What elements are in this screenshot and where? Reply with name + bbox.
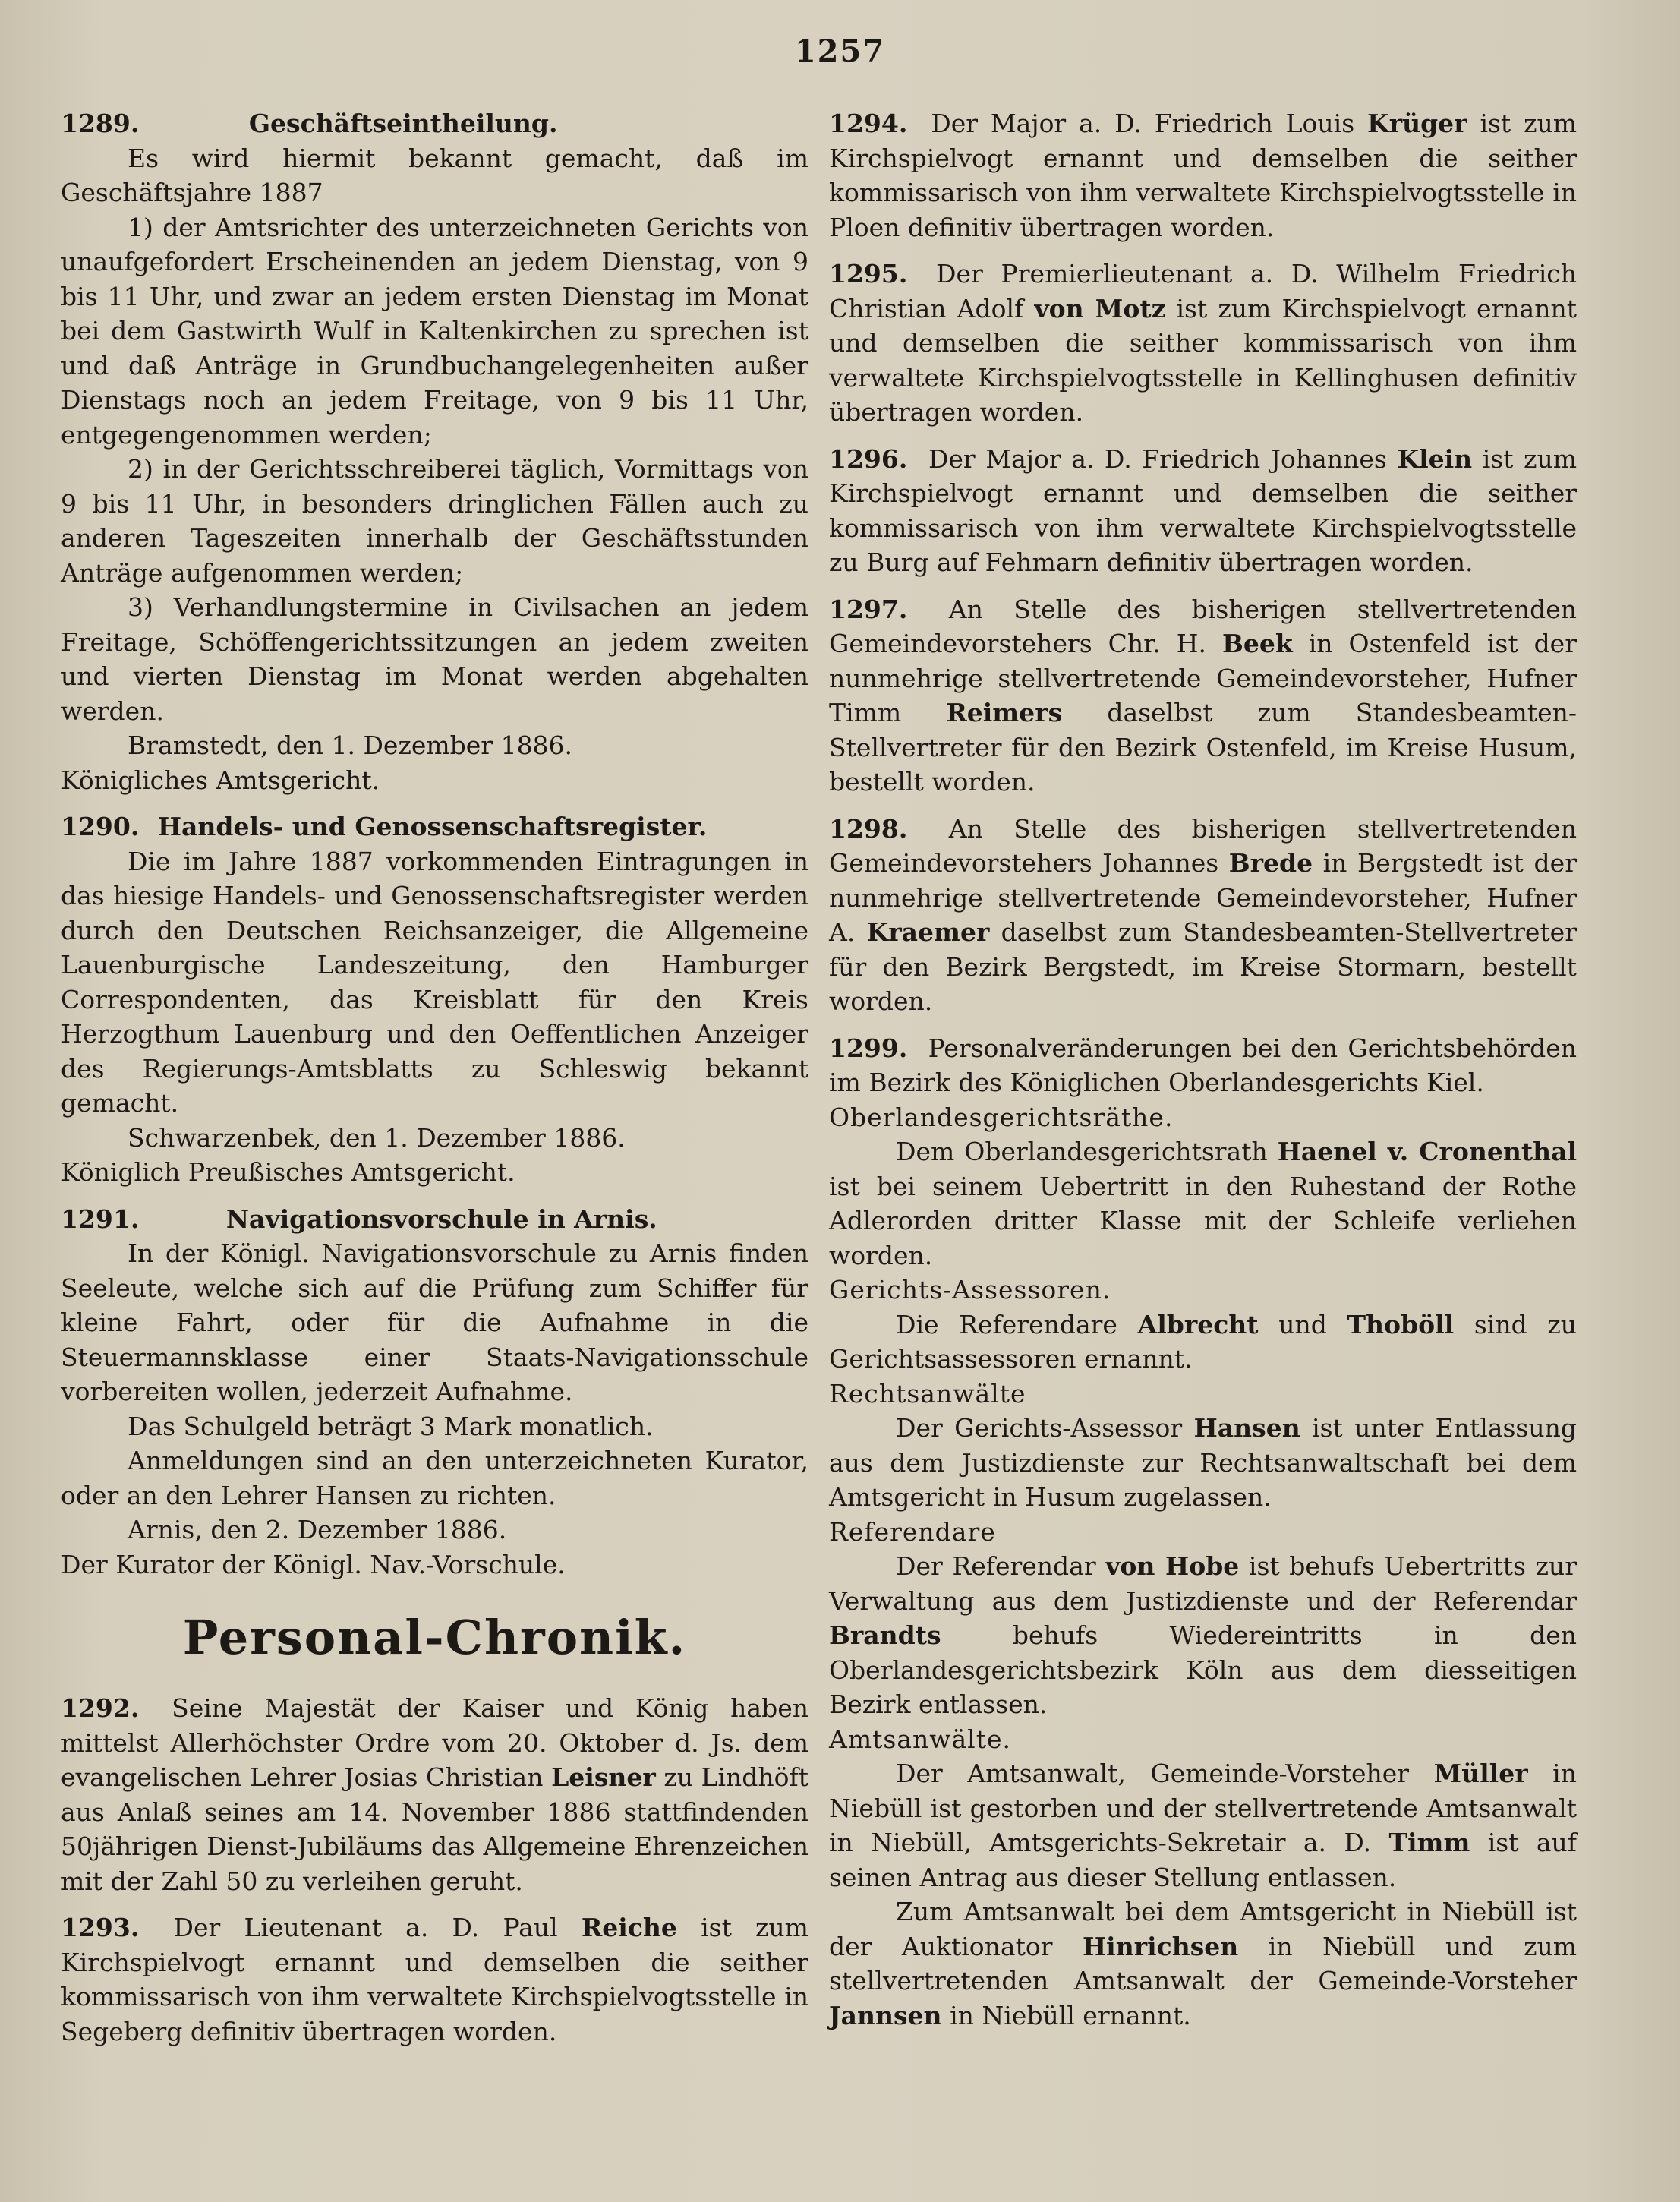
entry-paragraph: Das Schulgeld beträgt 3 Mark monatlich. [128, 1411, 654, 1441]
entry-number: 1296. [829, 443, 908, 474]
entry-paragraph: 2) in der Gerichtsschreiberei täglich, Vormittags von 9 bis 11 Uhr, in besonders dringlichen Fällen auch zu anderen Tageszeiten innerhalb der Geschäftsstunden Anträge aufgenommen werden; [61, 454, 808, 588]
entry-text: Zum Amtsanwalt bei dem Amtsgericht in Niebüll ist der Auktionator [829, 1897, 1577, 1961]
entry-paragraph: 3) Verhandlungstermine in Civilsachen an jedem Freitage, Schöffengerichtssitzungen an jedem zweiten und vierten Dienstag im Monat werden abgehalten werden. [61, 592, 808, 726]
entry-1297 [829, 592, 1577, 800]
entry-headline: Navigationsvorschule in Arnis. [225, 1204, 657, 1234]
person-name: Hinrichsen [1082, 1931, 1239, 1961]
person-name: Timm [1388, 1828, 1470, 1857]
entry-number: 1299. [829, 1033, 908, 1063]
entry-number: 1293. [61, 1913, 140, 1942]
person-name: Brede [1228, 848, 1313, 878]
entry-1294 [829, 106, 1577, 244]
issuing-authority: Königlich Preußisches Amtsgericht. [61, 1157, 515, 1187]
entry-headline: Handels- und Genossenschaftsregister. [157, 812, 708, 841]
entry-1293 [61, 1910, 808, 2049]
entry-number: 1294. [829, 109, 908, 138]
person-name: Leisner [551, 1762, 656, 1792]
entry-number: 1298. [829, 813, 908, 844]
person-name: Haenel v. Cronenthal [1277, 1137, 1577, 1166]
entry-number: 1295. [829, 259, 908, 289]
person-name: Müller [1433, 1759, 1528, 1788]
entry-text: ist unter Entlassung aus dem Justizdienste zur Rechtsanwaltschaft bei dem Amtsgericht in Husum zugelassen. [829, 1413, 1577, 1512]
entry-paragraph: Die im Jahre 1887 vorkommenden Eintragungen in das hiesige Handels- und Genossenschaftsregister werden durch den Deutschen Reichsanzeiger, die Allgemeine Lauenburgische Landeszeitung, den Hamburger Correspondenten, das Kreisblatt für den Kreis Herzogthum Lauenburg und den Oeffentlichen Anzeiger des Regierungs-Amtsblatts zu Schleswig bekannt gemacht. [61, 846, 808, 1118]
entry-text: und [1278, 1309, 1327, 1339]
subsection-heading: Amtsanwälte. [829, 1724, 1012, 1754]
left-column [61, 106, 808, 2061]
entry-paragraph: 1) der Amtsrichter des unterzeichneten Gerichts von unaufgefordert Erscheinenden an jedem Dienstag, von 9 bis 11 Uhr, und zwar an jedem ersten Dienstag im Monat bei dem Gastwirth Wulf in Kaltenkirchen zu sprechen ist und daß Anträge in Grundbuchangelegenheiten außer Dienstags noch an jedem Freitage, von 9 bis 11 Uhr, entgegengenommen werden; [61, 212, 808, 450]
entry-number: 1289. [61, 109, 140, 138]
entry-text: An Stelle des bisherigen stellvertretenden Gemeindevorstehers Chr. H. [829, 594, 1577, 658]
entry-text: Der Lieutenant a. D. Paul [173, 1913, 558, 1942]
entry-text: daselbst zum Standesbeamten-Stellvertreter für den Bezirk Ostenfeld, im Kreise Husum, bestellt worden. [829, 698, 1577, 797]
entry-text: Der Referendar [896, 1551, 1096, 1581]
entry-text: Die Referendare [896, 1309, 1117, 1339]
entry-paragraph: Es wird hiermit bekannt gemacht, daß im Geschäftsjahre 1887 [61, 143, 808, 207]
entry-text: Personalveränderungen bei den Gerichtsbehörden im Bezirk des Königlichen Oberlandesgerichts Kiel. [829, 1033, 1577, 1097]
entry-text: behufs Wiedereintritts in den Oberlandesgerichtsbezirk Köln aus dem diesseitigen Bezirk entlassen. [829, 1620, 1577, 1719]
entry-text: in Niebüll und zum stellvertretenden Amtsanwalt der Gemeinde-Vorsteher [829, 1931, 1577, 1995]
place-date: Schwarzenbek, den 1. Dezember 1886. [128, 1122, 626, 1153]
entry-text: zu Lindhöft aus Anlaß seines am 14. November 1886 stattfindenden 50jährigen Dienst-Jubiläums das Allgemeine Ehrenzeichen mit der Zahl 50 zu verleihen geruht. [61, 1762, 809, 1896]
entry-text: ist zum Kirchspielvogt ernannt und demselben die seither kommissarisch von ihm verwaltete Kirchspielvogtsstelle in Ploen definitiv übertragen worden. [829, 109, 1577, 242]
subsection-heading: Referendare [829, 1516, 996, 1547]
entry-text: ist behufs Uebertritts zur Verwaltung aus dem Justizdienste und der Referendar [829, 1551, 1577, 1616]
page-number: 1257 [794, 33, 886, 69]
place-date: Arnis, den 2. Dezember 1886. [128, 1515, 507, 1544]
person-name: Albrecht [1137, 1309, 1259, 1339]
entry-1290 [61, 809, 808, 1190]
entry-number: 1292. [61, 1693, 140, 1723]
entry-1298 [829, 812, 1577, 1019]
person-name: Kraemer [866, 917, 990, 947]
entry-headline: Geschäftseintheilung. [248, 109, 558, 138]
entry-1291 [61, 1202, 808, 1582]
entry-number: 1297. [829, 594, 908, 624]
entry-text: Der Major a. D. Friedrich Johannes [928, 443, 1387, 474]
subsection-heading: Gerichts-Assessoren. [829, 1275, 1111, 1304]
entry-text: in Bergstedt ist der nunmehrige stellvertretende Gemeindevorsteher, Hufner A. [829, 848, 1577, 947]
entry-1295 [829, 257, 1577, 430]
entry-text: Der Amtsanwalt, Gemeinde-Vorsteher [896, 1759, 1410, 1788]
subsection-heading: Oberlandesgerichtsräthe. [829, 1102, 1174, 1132]
person-name: von Motz [1034, 293, 1166, 323]
entry-text: An Stelle des bisherigen stellvertretenden Gemeindevorstehers Johannes [829, 813, 1577, 878]
person-name: Hansen [1193, 1413, 1300, 1443]
right-column [829, 106, 1577, 2045]
entry-1296 [829, 442, 1577, 580]
entry-text: ist auf seinen Antrag aus dieser Stellung entlassen. [829, 1828, 1577, 1892]
entry-text: Seine Majestät der Kaiser und König haben mittelst Allerhöchster Ordre vom 20. Oktober d. Js. dem evangelischen Lehrer Josias Christian [61, 1693, 808, 1792]
entry-1299 [829, 1031, 1577, 2033]
entry-1292 [61, 1691, 808, 1898]
entry-text: Dem Oberlandesgerichtsrath [896, 1137, 1268, 1166]
entry-text: Der Gerichts-Assessor [896, 1413, 1183, 1443]
entry-text: in Niebüll ernannt. [950, 2000, 1191, 2030]
issuing-authority: Königliches Amtsgericht. [61, 765, 380, 795]
entry-text: in Niebüll ist gestorben und der stellvertretende Amtsanwalt in Niebüll, Amtsgerichts-Sekretair a. D. [829, 1759, 1577, 1857]
person-name: Thoböll [1347, 1309, 1455, 1339]
person-name: Krüger [1367, 109, 1467, 138]
person-name: Jannsen [829, 2000, 942, 2030]
entry-text: ist zum Kirchspielvogt ernannt und demselben die seither kommissarisch von ihm verwaltete Kirchspielvogtsstelle in Segeberg definitiv übertragen worden. [61, 1913, 808, 2046]
entry-text: ist zum Kirchspielvogt ernannt und demselben die seither kommissarisch von ihm verwaltete Kirchspielvogtsstelle zu Burg auf Fehmarn definitiv übertragen worden. [829, 443, 1578, 577]
entry-text: ist bei seinem Uebertritt in den Ruhestand der Rothe Adlerorden dritter Klasse mit der Schleife verliehen worden. [829, 1171, 1577, 1270]
entry-paragraph: Anmeldungen sind an den unterzeichneten Kurator, oder an den Lehrer Hansen zu richten. [61, 1446, 808, 1510]
entry-number: 1290. [61, 812, 140, 841]
entry-number: 1291. [61, 1204, 140, 1234]
entry-text: Der Premierlieutenant a. D. Wilhelm Friedrich Christian Adolf [829, 259, 1577, 323]
place-date: Bramstedt, den 1. Dezember 1886. [128, 730, 573, 760]
entry-text: sind zu Gerichtsassessoren ernannt. [829, 1309, 1577, 1374]
person-name: von Hobe [1105, 1551, 1240, 1581]
person-name: Reiche [581, 1913, 677, 1942]
person-name: Brandts [829, 1620, 941, 1650]
issuing-authority: Der Kurator der Königl. Nav.-Vorschule. [61, 1549, 566, 1579]
person-name: Klein [1397, 443, 1473, 474]
subsection-heading: Rechtsanwälte [829, 1378, 1026, 1409]
entry-text: ist zum Kirchspielvogt ernannt und demselben die seither kommissarisch von ihm verwaltete Kirchspielvogtsstelle in Kellinghusen definitiv übertragen worden. [829, 293, 1577, 427]
entry-1289 [61, 106, 808, 797]
entry-text: Der Major a. D. Friedrich Louis [931, 109, 1355, 138]
person-name: Beek [1221, 629, 1293, 658]
person-name: Reimers [946, 698, 1063, 727]
section-title: Personal-Chronik. [182, 1610, 687, 1665]
entry-text: daselbst zum Standesbeamten-Stellvertreter für den Bezirk Bergstedt, im Kreise Stormarn, bestellt worden. [829, 917, 1577, 1016]
entry-paragraph: In der Königl. Navigationsvorschule zu Arnis finden Seeleute, welche sich auf die Prüfung zum Schiffer für kleine Fahrt, oder für die Aufnahme in die Steuermannsklasse einer Staats-Navigationsschule vorbereiten wollen, jederzeit Aufnahme. [61, 1238, 808, 1406]
entry-text: in Ostenfeld ist der nunmehrige stellvertretende Gemeindevorsteher, Hufner Timm [829, 629, 1577, 727]
